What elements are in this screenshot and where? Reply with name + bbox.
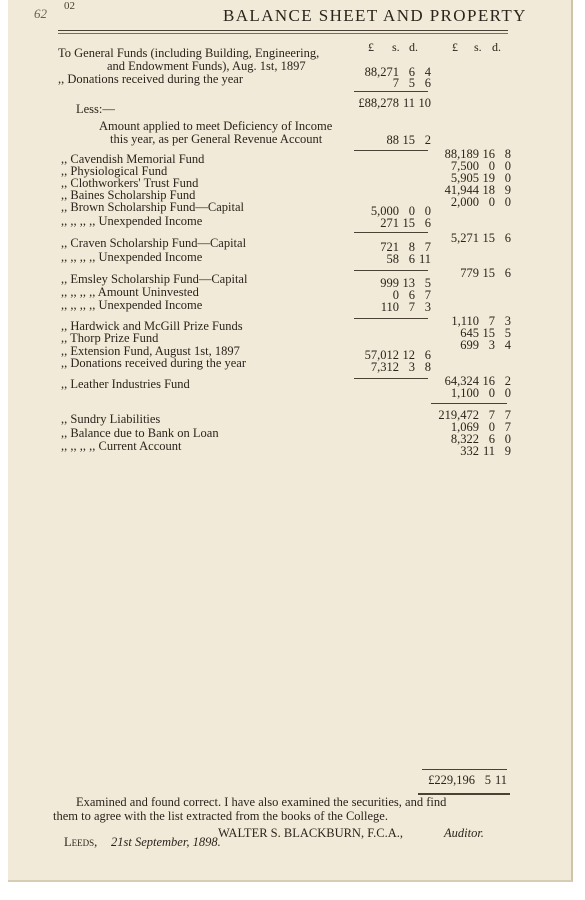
total-rule-top	[422, 769, 507, 770]
place: Leeds,	[64, 835, 98, 849]
line-general-funds: To General Funds (including Building, Engineering,	[58, 46, 320, 60]
line-baines: ,, Baines Scholarship Fund	[61, 188, 196, 202]
subtotal-rule	[354, 270, 428, 271]
auditor-role: Auditor.	[444, 826, 484, 840]
line-general-funds-cont: and Endowment Funds), Aug. 1st, 1897	[107, 59, 306, 73]
subtotal-rule	[354, 91, 428, 92]
subtotal-rule	[354, 378, 428, 379]
line-brown-unexpended: ,, ,, ,, ,, Unexpended Income	[61, 214, 203, 228]
auditor-name: WALTER S. BLACKBURN, F.C.A.,	[218, 826, 404, 840]
line-emsley-capital: ,, Emsley Scholarship Fund—Capital	[61, 272, 248, 286]
column-a-pounds-header: £	[368, 40, 374, 54]
subtotal-rule	[354, 318, 428, 319]
line-thorp: ,, Thorp Prize Fund	[61, 331, 159, 345]
line-leather: ,, Leather Industries Fund	[61, 377, 190, 391]
subtotal-rule	[354, 150, 428, 151]
column-b-shillings-header: s.	[474, 40, 482, 54]
column-b-pounds-header: £	[452, 40, 458, 54]
line-extension-donations: ,, Donations received during the year	[61, 356, 247, 370]
line-emsley-unexpended: ,, ,, ,, ,, Unexpended Income	[61, 298, 203, 312]
page-title: BALANCE SHEET AND PROPERTY	[223, 6, 527, 25]
line-donations: ,, Donations received during the year	[58, 72, 244, 86]
line-sundry: ,, Sundry Liabilities	[61, 412, 161, 426]
line-bank-loan: ,, Balance due to Bank on Loan	[61, 426, 219, 440]
page-number: 02	[64, 0, 75, 12]
column-b-pence-header: d.	[492, 40, 501, 54]
line-cavendish: ,, Cavendish Memorial Fund	[61, 152, 205, 166]
column-a-shillings-header: s.	[392, 40, 400, 54]
column-a-pence-header: d.	[409, 40, 418, 54]
audit-statement-line-1: Examined and found correct. I have also examined the securities, and find	[76, 795, 447, 809]
title-rule	[58, 30, 508, 31]
title-rule-2	[58, 33, 508, 34]
document-page: 62 02 BALANCE SHEET AND PROPERTY £ s. d. £ s. d. To General Funds (including Building, Engineering, and Endowment Funds), Aug. 1st, 1897 ,, Donations received during the year Less:— Amount applied to meet Deficiency of Income this year, as per General Revenue Account ,, Cavendish Memorial Fund ,, Physiological Fund ,, Clothworkers' Trust Fund ,, Baines Scholarship Fund ,, Brown Scholarship Fund—Capital ,, ,, ,, ,, Unexpended Income ,, Craven Scholarship Fund—Capital ,, ,, ,, ,, Unexpended Income ,, Emsley Scholarship Fund—Capital ,, ,, ,, ,, Amount Uninvested ,, ,, ,, ,, Unexpended Income ,, Hardwick and McGill Prize Funds ,, Thorp Prize Fund ,, Extension Fund, August 1st, 1897 ,, Donations received during the year ,, Leather Industries Fund ,, Sundry Liabilities ,, Balance due to Bank on Loan ,, ,, ,, ,, Current Account 88,271 6 4 7 5 6 £88,278 11 10 88 15 2 5,000 0 0 271 15 6 721 8 7 58 6 11 999 13 5 0 6 7 110 7 3 57,012 12 6 7,312 3 8 88,189 16 8 7,500 0 0 5,905 19 0 41,944 18 9 2,000 0 0 5,271 15 6 779 15 6 1,110 7 3 645 15 5 699 3 4 64,324 16 2 1,100 0 0 219,472 7 7 1,069 0 7 8,322 6 0 332 11 9 £229,196 5 11 Examined and found correct. I have also examined the securities, and find them to agree with the list extracted from the books of the College. WALTER S. BLACKBURN, F.C.A., Auditor. Leeds, 21st September, 1898.	[8, 0, 573, 882]
line-physiological: ,, Physiological Fund	[61, 164, 168, 178]
line-craven-capital: ,, Craven Scholarship Fund—Capital	[61, 236, 247, 250]
line-craven-unexpended: ,, ,, ,, ,, Unexpended Income	[61, 250, 203, 264]
line-extension: ,, Extension Fund, August 1st, 1897	[61, 344, 240, 358]
line-less: Less:—	[76, 102, 115, 116]
date: 21st September, 1898.	[111, 835, 221, 849]
column-b-rule	[431, 403, 507, 404]
handwritten-page-mark: 62	[34, 6, 47, 21]
line-deficiency-cont: this year, as per General Revenue Account	[110, 132, 323, 146]
subtotal-rule	[354, 232, 428, 233]
line-deficiency: Amount applied to meet Deficiency of Income	[99, 119, 333, 133]
audit-statement-line-2: them to agree with the list extracted from the books of the College.	[53, 809, 388, 823]
line-clothworkers: ,, Clothworkers' Trust Fund	[61, 176, 199, 190]
line-current-account: ,, ,, ,, ,, Current Account	[61, 439, 182, 453]
line-emsley-uninvested: ,, ,, ,, ,, Amount Uninvested	[61, 285, 199, 299]
line-brown-capital: ,, Brown Scholarship Fund—Capital	[61, 200, 244, 214]
line-hardwick: ,, Hardwick and McGill Prize Funds	[61, 319, 243, 333]
